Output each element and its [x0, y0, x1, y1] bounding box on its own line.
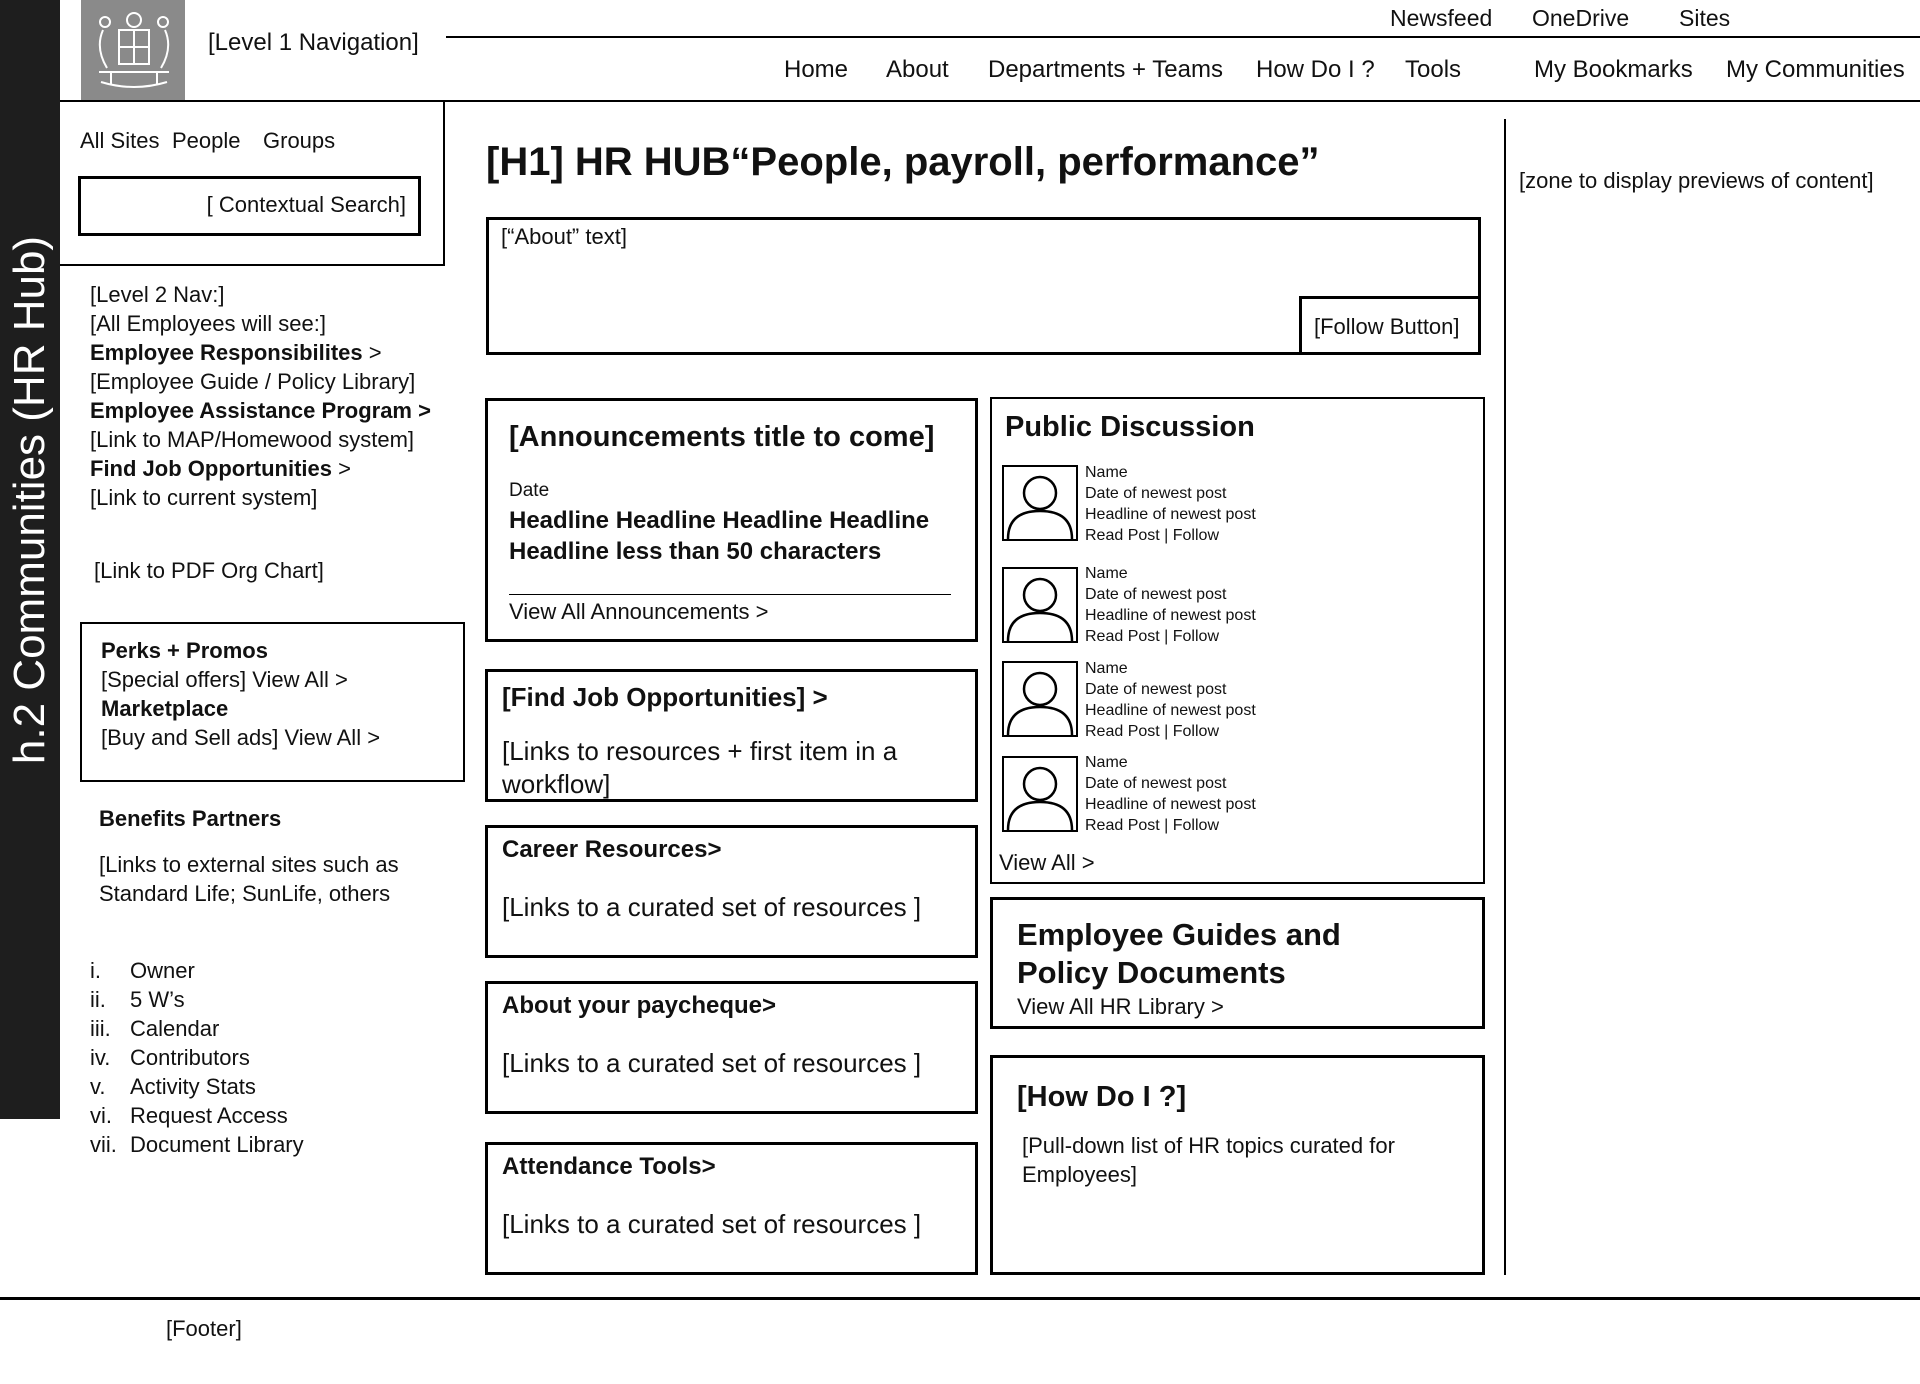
vertical-section-tab: [0, 0, 60, 1119]
employee-guides-card[interactable]: [990, 897, 1485, 1029]
find-jobs-title[interactable]: [Find Job Opportunities] >: [502, 682, 828, 712]
list-item-request-access[interactable]: Request Access: [130, 1103, 288, 1128]
level2-nav: [90, 280, 431, 512]
how-do-i-dropdown[interactable]: [Pull-down list of HR topics curated for Employees]: [1022, 1133, 1395, 1187]
footer-divider: [0, 1297, 1920, 1300]
utility-link-sites[interactable]: Sites: [1679, 5, 1731, 31]
marketplace-view-all-link[interactable]: [Buy and Sell ads] View All >: [101, 725, 381, 750]
header-divider: [446, 36, 1920, 38]
announcements-card: [485, 398, 978, 642]
perks-promos-panel: [80, 622, 465, 782]
nav-home[interactable]: Home: [784, 56, 849, 83]
find-jobs-body: [Links to resources + first item in a workflow]: [502, 736, 898, 799]
post-author-name: Name: [1085, 565, 1128, 582]
preview-zone-divider: [1504, 119, 1506, 1275]
marketplace-title: Marketplace: [101, 696, 229, 721]
view-all-announcements-link[interactable]: View All Announcements >: [509, 599, 769, 624]
post-actions[interactable]: Read Post | Follow: [1085, 723, 1219, 740]
page-title: [H1] HR HUB“People, payroll, performance”: [486, 140, 1320, 184]
nav-about[interactable]: About: [886, 56, 949, 83]
list-item-contributors[interactable]: Contributors: [130, 1045, 250, 1070]
level2-audience: [All Employees will see:]: [90, 311, 326, 336]
post-actions[interactable]: Read Post | Follow: [1085, 817, 1219, 834]
post-date: Date of newest post: [1085, 775, 1227, 792]
scope-tab-groups[interactable]: Groups: [263, 128, 336, 153]
post-author-name: Name: [1085, 464, 1128, 481]
list-item-activity-stats[interactable]: Activity Stats: [130, 1074, 256, 1099]
post-actions[interactable]: Read Post | Follow: [1085, 527, 1219, 544]
scope-tab-all-sites[interactable]: All Sites: [80, 128, 160, 153]
post-date: Date of newest post: [1085, 586, 1227, 603]
search-panel-right-border: [443, 102, 445, 266]
nav-employee-assistance-sub[interactable]: [Link to MAP/Homewood system]: [90, 427, 415, 452]
perks-view-all-link[interactable]: [Special offers] View All >: [101, 667, 348, 692]
about-text: [“About” text]: [501, 224, 627, 249]
nav-my-communities[interactable]: My Communities: [1726, 56, 1905, 83]
nav-employee-responsibilities[interactable]: Employee Responsibilites >: [90, 340, 382, 365]
header-bottom-divider: [60, 100, 1920, 102]
nav-current-system-sub[interactable]: [Link to current system]: [90, 485, 318, 510]
list-item-document-library[interactable]: Document Library: [130, 1132, 304, 1157]
contextual-search-input[interactable]: [78, 176, 421, 236]
attendance-tools-body: [Links to a curated set of resources ]: [502, 1209, 922, 1239]
utility-link-newsfeed[interactable]: Newsfeed: [1390, 5, 1493, 31]
find-jobs-card[interactable]: [485, 669, 978, 802]
list-item-5ws[interactable]: 5 W’s: [130, 987, 185, 1012]
list-item-calendar[interactable]: Calendar: [130, 1016, 220, 1041]
utility-link-onedrive[interactable]: OneDrive: [1532, 5, 1630, 31]
hr-library-link[interactable]: View All HR Library >: [1017, 994, 1224, 1019]
post-headline: Headline of newest post: [1085, 506, 1256, 523]
announcement-headline[interactable]: Headline Headline Headline Headline Headline less than 50 characters: [509, 507, 930, 565]
post-author-name: Name: [1085, 660, 1128, 677]
public-discussion-title: Public Discussion: [1005, 411, 1255, 443]
nav-find-job-opportunities[interactable]: Find Job Opportunities >: [90, 456, 351, 481]
list-number: iii.: [90, 1016, 111, 1041]
career-resources-title[interactable]: Career Resources>: [502, 836, 722, 863]
paycheque-body: [Links to a curated set of resources ]: [502, 1048, 922, 1078]
attendance-tools-card[interactable]: [485, 1142, 978, 1275]
post-actions[interactable]: Read Post | Follow: [1085, 628, 1219, 645]
announcement-date: Date: [509, 480, 550, 501]
post-date: Date of newest post: [1085, 485, 1227, 502]
follow-button-label: [Follow Button]: [1314, 314, 1460, 339]
list-item-owner[interactable]: Owner: [130, 958, 195, 983]
perks-title: Perks + Promos: [101, 638, 268, 663]
level2-heading: [Level 2 Nav:]: [90, 282, 225, 307]
avatar-icon: [1002, 465, 1078, 541]
nav-how-do-i[interactable]: How Do I ?: [1256, 56, 1375, 83]
announcement-divider: [509, 594, 951, 595]
search-panel-bottom-border: [60, 264, 445, 266]
follow-button[interactable]: [1299, 296, 1481, 355]
discussion-view-all-link[interactable]: View All >: [999, 850, 1095, 875]
announcements-title: [Announcements title to come]: [509, 421, 935, 453]
level1-navigation-label: [Level 1 Navigation]: [208, 29, 419, 56]
nav-employee-assistance[interactable]: Employee Assistance Program >: [90, 398, 431, 423]
how-do-i-card: [990, 1055, 1485, 1275]
paycheque-title[interactable]: About your paycheque>: [502, 992, 777, 1019]
search-placeholder: [ Contextual Search]: [206, 192, 406, 217]
attendance-tools-title[interactable]: Attendance Tools>: [502, 1153, 716, 1180]
nav-departments-teams[interactable]: Departments + Teams: [988, 56, 1223, 83]
nav-my-bookmarks[interactable]: My Bookmarks: [1534, 56, 1693, 83]
benefits-partners-links[interactable]: [Links to external sites such as Standard Life; SunLife, others: [99, 852, 399, 906]
career-resources-card[interactable]: [485, 825, 978, 958]
preview-zone: [zone to display previews of content]: [1519, 168, 1874, 193]
avatar-icon: [1002, 756, 1078, 832]
benefits-partners-title: Benefits Partners: [99, 806, 282, 831]
post-headline: Headline of newest post: [1085, 702, 1256, 719]
career-resources-body: [Links to a curated set of resources ]: [502, 892, 922, 922]
coat-of-arms-logo[interactable]: [81, 0, 185, 101]
post-headline: Headline of newest post: [1085, 607, 1256, 624]
post-headline: Headline of newest post: [1085, 796, 1256, 813]
nav-tools[interactable]: Tools: [1405, 56, 1462, 83]
avatar-icon: [1002, 661, 1078, 737]
list-number: vii.: [90, 1132, 117, 1157]
post-author-name: Name: [1085, 754, 1128, 771]
avatar-icon: [1002, 567, 1078, 643]
scope-tab-people[interactable]: People: [172, 128, 241, 153]
employee-guides-title: Employee Guides and Policy Documents: [1017, 917, 1341, 990]
list-number: vi.: [90, 1103, 112, 1128]
vertical-tab-label: h.2 Communities (HR Hub): [5, 235, 54, 765]
footer: [Footer]: [166, 1316, 242, 1341]
list-number: ii.: [90, 987, 106, 1012]
post-date: Date of newest post: [1085, 681, 1227, 698]
list-number: v.: [90, 1074, 106, 1099]
public-discussion-panel: [990, 397, 1485, 884]
nav-employee-guide-sub[interactable]: [Employee Guide / Policy Library]: [90, 369, 416, 394]
org-chart-link[interactable]: [Link to PDF Org Chart]: [94, 558, 324, 583]
list-number: iv.: [90, 1045, 111, 1070]
how-do-i-title: [How Do I ?]: [1017, 1081, 1187, 1113]
paycheque-card[interactable]: [485, 981, 978, 1114]
list-number: i.: [90, 958, 101, 983]
